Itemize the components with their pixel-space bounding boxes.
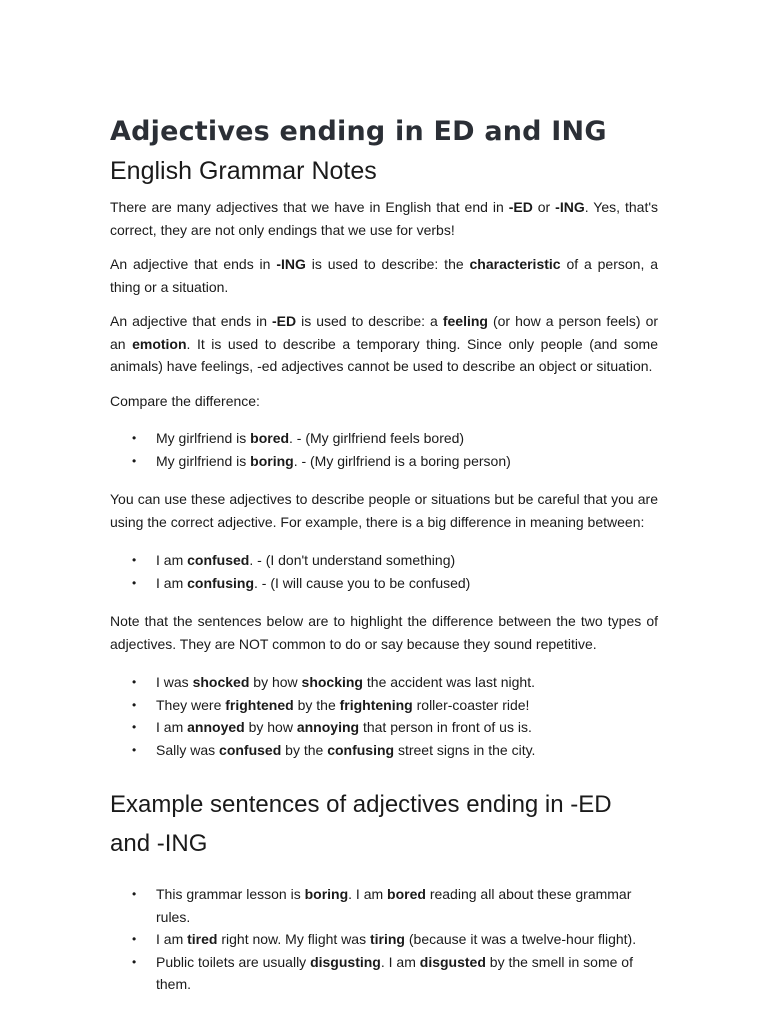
bullet-icon: •	[132, 887, 137, 901]
section-heading: Example sentences of adjectives ending in -ED and -ING	[110, 791, 612, 857]
bullet-list-1	[110, 427, 658, 472]
list-item: • I was shocked by how shocking the accident was last night.	[110, 671, 658, 694]
list-item: • Sally was confused by the confusing street signs in the city.	[110, 739, 658, 762]
bullet-icon: •	[132, 697, 137, 712]
bullet-icon: •	[132, 431, 137, 445]
list-item: • I am confusing. - (I will cause you to be confused)	[110, 572, 658, 595]
page-title: Adjectives ending in ED and ING	[110, 116, 607, 147]
note-paragraph: Note that the sentences below are to highlight the difference between the two types of adjectives. They are NOT common to do or say because they sound repetitive.	[110, 613, 658, 652]
list-item: • They were frightened by the frightening roller-coaster ride!	[110, 694, 658, 717]
bullet-icon: •	[132, 954, 137, 969]
bullet-icon: •	[132, 720, 137, 734]
list-item: • I am confused. - (I don't understand something)	[110, 549, 658, 572]
bullet-list-4	[110, 883, 658, 996]
bullet-icon: •	[132, 453, 137, 468]
usage-paragraph: You can use these adjectives to describe people or situations but be careful that you are using the correct adjective. For example, there is a big difference in meaning between:	[110, 491, 658, 530]
bullet-list-2	[110, 549, 658, 594]
bullet-icon: •	[132, 553, 137, 567]
intro-paragraph-2: An adjective that ends in -ING is used to describe: the characteristic of a person, a thing or a situation.	[110, 256, 658, 295]
list-item: • My girlfriend is boring. - (My girlfriend is a boring person)	[110, 450, 658, 473]
list-item: • Public toilets are usually disgusting. I am disgusted by the smell in some of them.	[110, 951, 658, 996]
document-page	[110, 112, 658, 996]
list-item: • This grammar lesson is boring. I am bored reading all about these grammar rules.	[110, 883, 658, 928]
intro-paragraph-3: An adjective that ends in -ED is used to describe: a feeling (or how a person feels) or an emotion. It is used to describe a temporary thing. Since only people (and some animals) have feelings, -ed adjectives cannot be used to describe an object or situation.	[110, 313, 659, 374]
bullet-icon: •	[132, 675, 137, 689]
compare-paragraph: Compare the difference:	[110, 392, 260, 409]
bullet-icon: •	[132, 932, 137, 946]
list-item: • My girlfriend is bored. - (My girlfriend feels bored)	[110, 427, 658, 450]
bullet-icon: •	[132, 575, 137, 590]
bullet-list-3	[110, 671, 658, 761]
page-subtitle: English Grammar Notes	[110, 157, 377, 185]
bullet-icon: •	[132, 742, 137, 757]
intro-paragraph-1: There are many adjectives that we have in English that end in -ED or -ING. Yes, that's correct, they are not only endings that we use for verbs!	[110, 199, 659, 238]
list-item: • I am tired right now. My flight was tiring (because it was a twelve-hour flight).	[110, 928, 658, 951]
list-item: • I am annoyed by how annoying that person in front of us is.	[110, 716, 658, 739]
